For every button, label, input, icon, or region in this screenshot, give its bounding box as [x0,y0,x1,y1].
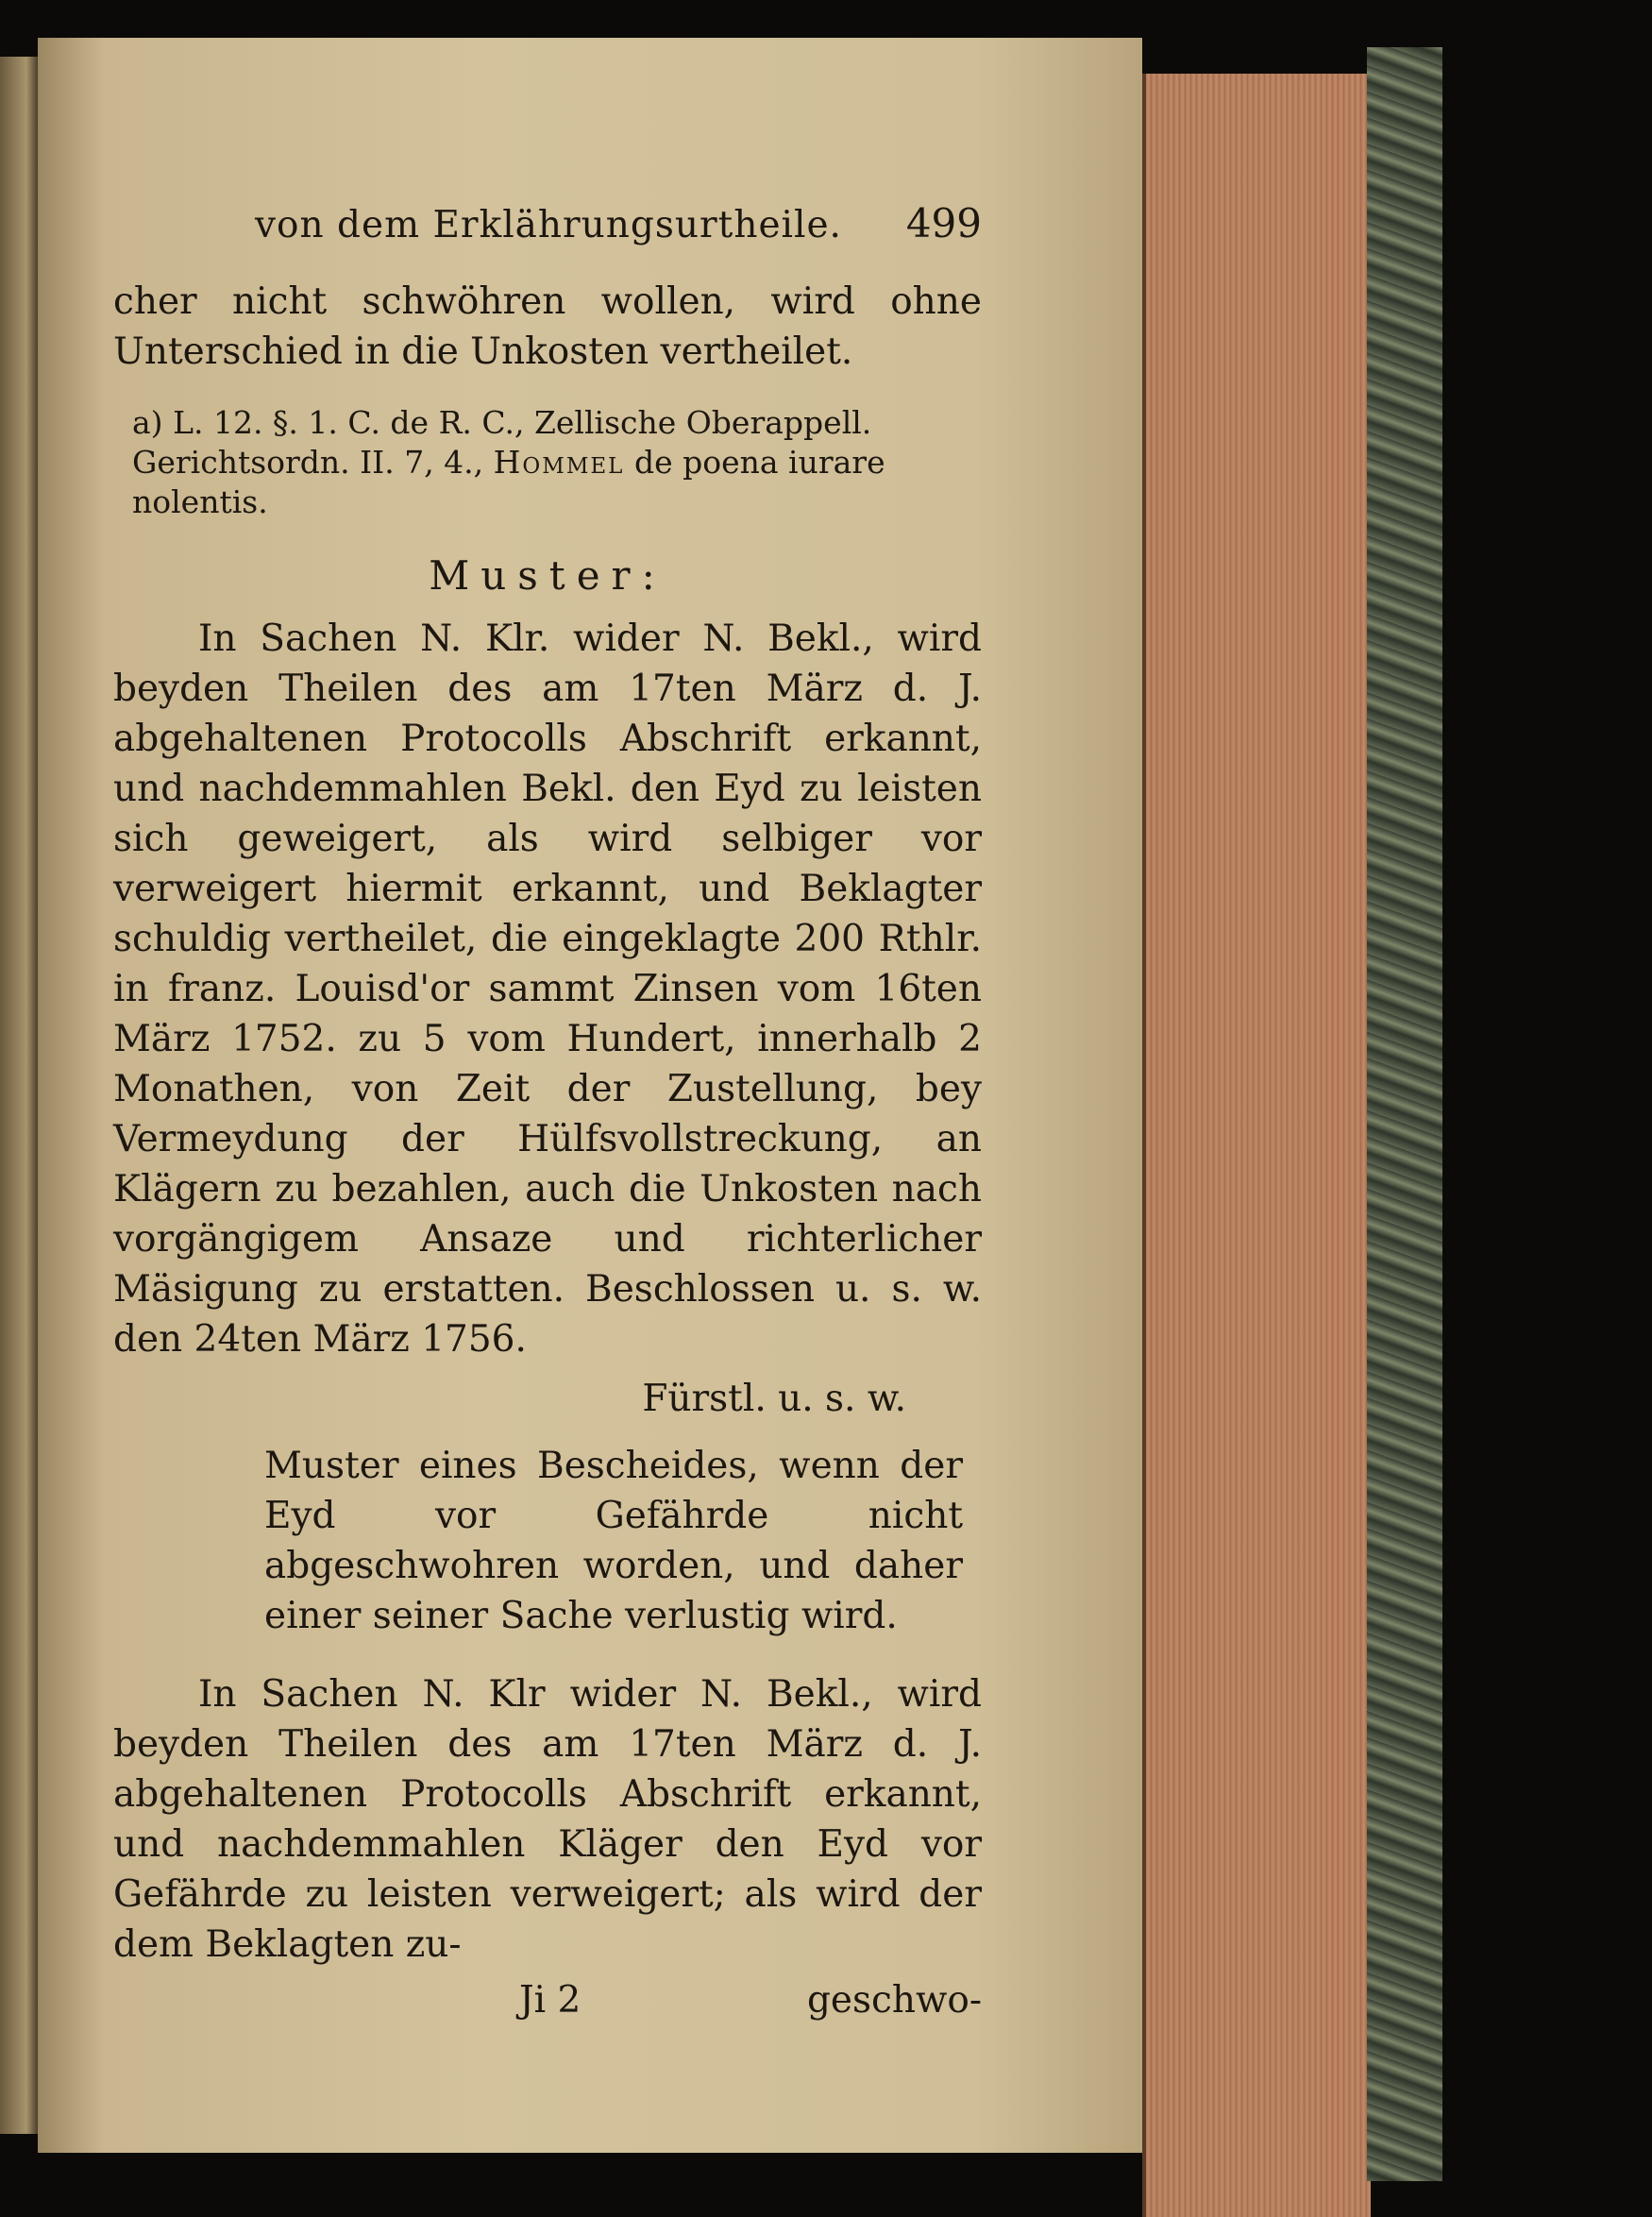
footer-line [113,1975,982,2025]
catchword: geschwo- [806,1979,982,2022]
page-text [113,198,982,2025]
facing-page-edge [0,57,38,2134]
paragraph-2: In Sachen N. Klr wider N. Bekl., wird beyden Theilen des am 17ten März d. J. abgehaltenen Protocolls Abschrift erkannt, und nachdemmahlen Kläger den Eyd vor Gefährde zu leisten verweigert; als wird der dem Beklagten zu- [113,1673,982,1966]
running-title: von dem Erklährungsurtheile. [255,204,842,246]
book-cover [1367,47,1442,2181]
section-heading: Muster: [429,552,666,599]
page-block-edge [1142,74,1371,2217]
signature-mark: Ji 2 [519,1979,582,2022]
footnote-author: Hommel [493,444,625,481]
running-header [113,198,982,250]
page-number: 499 [905,200,982,246]
footnote-marker: a) [132,404,163,441]
footnote-text-1: L. 12. §. 1. C. de R. C., Zellische Oberappell. Gerichtsordn. II. 7, 4., [132,404,872,481]
paragraph-1: In Sachen N. Klr. wider N. Bekl., wird beyden Theilen des am 17ten März d. J. abgehaltenen Protocolls Abschrift erkannt, und nachdemmahlen Bekl. den Eyd zu leisten sich geweigert, als wird selbiger vor verweigert hiermit erkannt, und Beklagter schuldig vertheilet, die eingeklagte 200 Rthlr. in franz. Louisd'or sammt Zinsen vom 16ten März 1752. zu 5 vom Hundert, innerhalb 2 Monathen, von Zeit der Zustellung, bey Vermeydung der Hülfsvollstreckung, an Klägern zu bezahlen, auch die Unkosten nach vorgängigem Ansaze und richterlicher Mäsigung zu erstatten. Beschlossen u. s. w. den 24ten März 1756. [113,618,982,1361]
footnote-text-2: de poena iurare nolentis. [132,444,885,520]
footnote [132,403,982,522]
subsection-heading: Muster eines Bescheides, wenn der Eyd vor Gefährde nicht abgeschwohren worden, und daher einer seiner Sache verlustig wird. [264,1445,963,1637]
signoff: Fürstl. u. s. w. [642,1378,906,1420]
opening-paragraph: cher nicht schwöhren wollen, wird ohne Unterschied in die Unkosten vertheilet. [113,280,982,373]
